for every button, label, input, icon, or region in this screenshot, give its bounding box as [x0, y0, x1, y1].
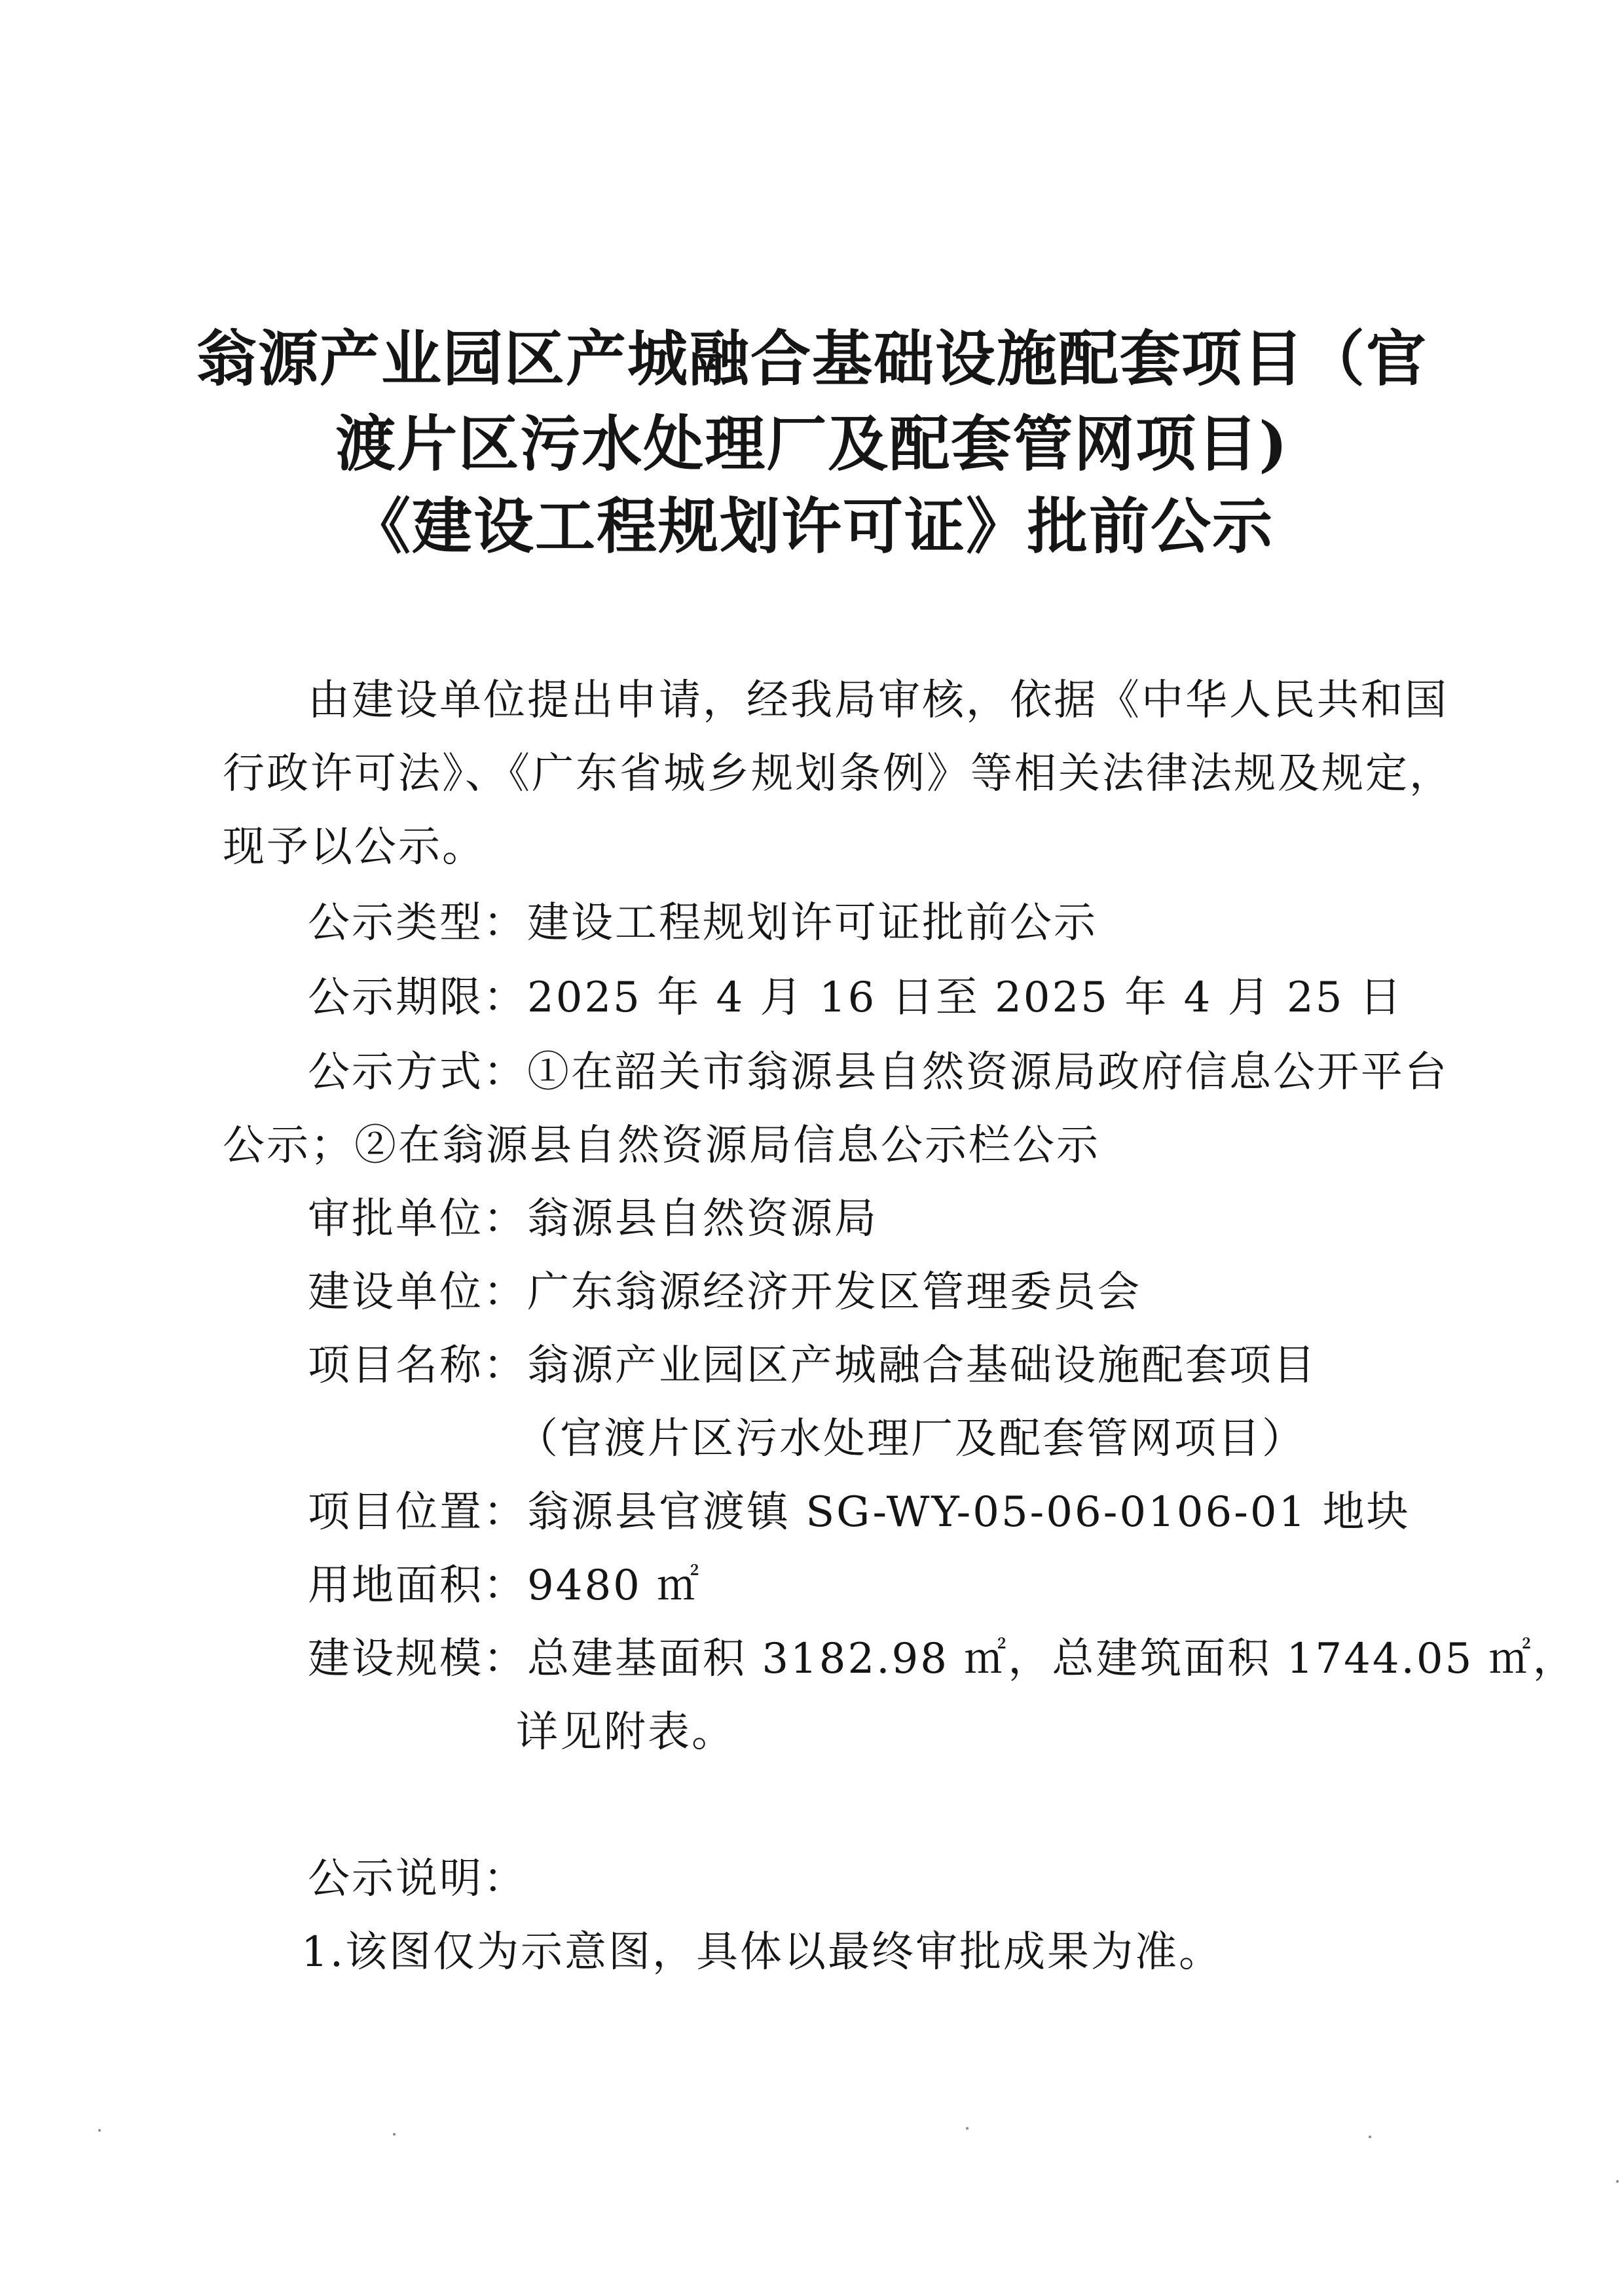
scan-speck: [1616, 2180, 1619, 2183]
project-location-value: 翁源县官渡镇 SG-WY-05-06-0106-01 地块: [527, 1488, 1411, 1537]
title-line-2: 渡片区污水处理厂及配套管网项目): [335, 409, 1289, 479]
note-item-1: 1.该图仅为示意图，具体以最终审批成果为准。: [301, 1928, 1223, 1977]
construction-scale-value-line-2: 详见附表。: [516, 1708, 735, 1757]
land-area-value: 9480 ㎡: [527, 1561, 701, 1610]
notice-method-label: 公示方式：: [308, 1048, 527, 1097]
approval-agency-label: 审批单位：: [308, 1195, 527, 1243]
scan-speck: [1369, 2136, 1371, 2138]
field-approval-agency: [308, 1193, 878, 1245]
project-name-value-line-1: 翁源产业园区产城融合基础设施配套项目: [527, 1341, 1317, 1390]
notice-method-value-line-1: ①在韶关市翁源县自然资源局政府信息公开平台: [527, 1048, 1449, 1097]
field-notice-method: [308, 1046, 1449, 1099]
title-line-1: 翁源产业园区产城融合基础设施配套项目（官: [196, 323, 1428, 394]
construction-scale-label: 建设规模：: [308, 1635, 527, 1683]
field-construction-unit: [308, 1266, 1141, 1319]
scan-speck: [98, 2129, 101, 2132]
field-land-area: [308, 1559, 701, 1612]
scan-speck: [966, 2127, 969, 2130]
notice-type-value: 建设工程规划许可证批前公示: [527, 899, 1098, 947]
scan-speck: [393, 2133, 396, 2136]
notes-title: 公示说明：: [308, 1855, 527, 1903]
field-notice-type: [308, 897, 1098, 949]
approval-agency-value: 翁源县自然资源局: [527, 1195, 878, 1243]
title-line-3: 《建设工程规划许可证》批前公示: [350, 491, 1274, 562]
land-area-label: 用地面积：: [308, 1561, 527, 1610]
notice-method-value-line-2: 公示；②在翁源县自然资源局信息公示栏公示: [223, 1121, 1100, 1170]
construction-scale-value-line-1: 总建基面积 3182.98 ㎡，总建筑面积 1744.05 ㎡，: [527, 1635, 1577, 1683]
field-project-name: [308, 1339, 1317, 1392]
field-project-location: [308, 1486, 1411, 1539]
notice-period-value: 2025 年 4 月 16 日至 2025 年 4 月 25 日: [527, 974, 1403, 1022]
notice-period-label: 公示期限：: [308, 974, 527, 1022]
notice-type-label: 公示类型：: [308, 899, 527, 947]
project-location-label: 项目位置：: [308, 1488, 527, 1537]
construction-unit-value: 广东翁源经济开发区管理委员会: [527, 1268, 1141, 1317]
project-name-value-line-2: （官渡片区污水处理厂及配套管网项目）: [516, 1415, 1306, 1463]
field-construction-scale: [308, 1633, 1577, 1685]
intro-line-1: 由建设单位提出申请，经我局审核，依据《中华人民共和国: [308, 676, 1449, 725]
field-notice-period: [308, 972, 1403, 1024]
intro-line-3: 现予以公示。: [223, 823, 486, 871]
construction-unit-label: 建设单位：: [308, 1268, 527, 1317]
intro-line-2: 行政许可法》、《广东省城乡规划条例》等相关法律法规及规定，: [223, 750, 1453, 798]
project-name-label: 项目名称：: [308, 1341, 527, 1390]
